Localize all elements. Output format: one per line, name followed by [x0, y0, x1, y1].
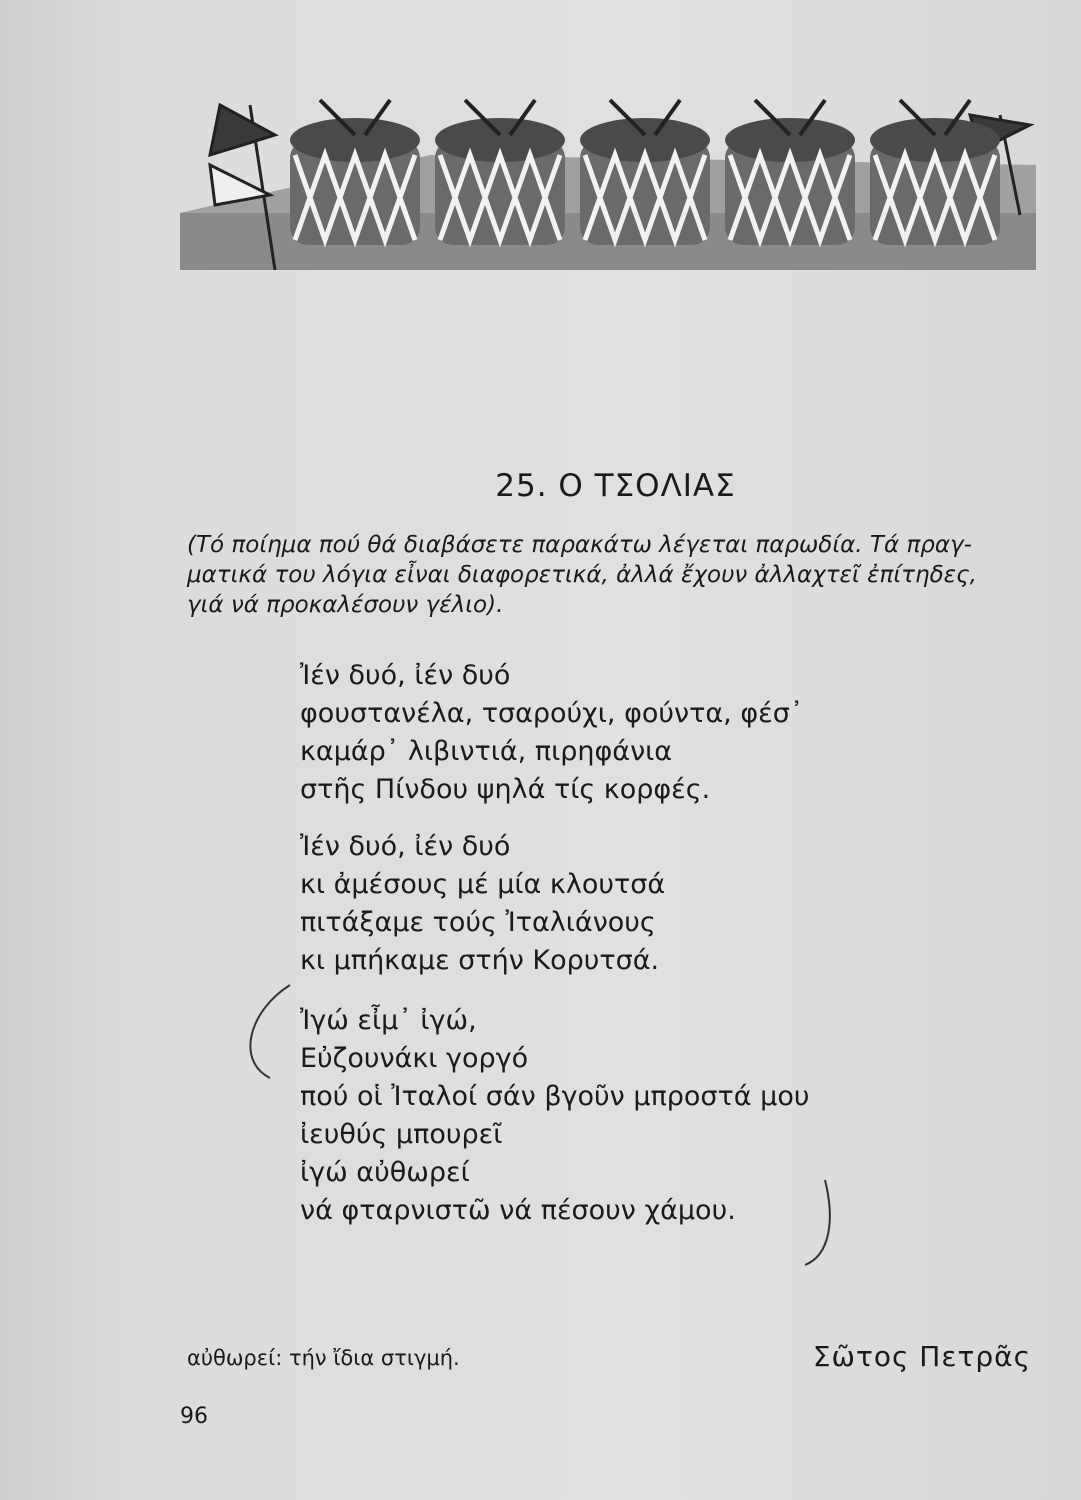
verse-line: φουστανέλα, τσαρούχι, φούντα, φέσ᾿ [300, 698, 804, 729]
page-number: 96 [180, 1404, 208, 1429]
stanza-3 [300, 1002, 810, 1230]
verse-line: πού οἱ Ἰταλοί σάν βγοῦν μπροστά μου [300, 1081, 810, 1112]
intro-line: γιά νά προκαλέσουν γέλιο). [187, 592, 504, 618]
verse-line: νά φταρνιστῶ νά πέσουν χάμου. [300, 1195, 736, 1226]
verse-line: κι μπήκαμε στήν Κορυτσά. [300, 945, 660, 976]
stanza-1 [300, 657, 803, 809]
verse-line: Ἰέν δυό, ἰέν δυό [300, 660, 511, 691]
intro-note [187, 530, 1037, 620]
verse-line: Ἰγώ εἶμ᾿ ἰγώ, [300, 1005, 477, 1036]
verse-line: ἰγώ αὐθωρεί [300, 1157, 470, 1188]
intro-line: (Τό ποίημα πού θά διαβάσετε παρακάτω λέγεται παρωδία. Τά πραγ- [187, 532, 972, 558]
poem-title: 25. Ο ΤΣΟΛΙΑΣ [495, 468, 736, 504]
intro-line: ματικά του λόγια εἶναι διαφορετικά, ἀλλά ἔχουν ἀλλαχτεῖ ἐπίτηδες, [187, 562, 977, 588]
verse-line: κι ἀμέσους μέ μία κλουτσά [300, 869, 666, 900]
verse-line: ἰευθύς μπουρεῖ [300, 1119, 503, 1150]
verse-line: Ἰέν δυό, ἰέν δυό [300, 831, 511, 862]
author-name: Σῶτος Πετρᾶς [812, 1340, 1031, 1373]
verse-line: Εὐζουνάκι γοργό [300, 1043, 529, 1074]
drums-banner-illustration [180, 95, 1036, 270]
verse-line: στῆς Πίνδου ψηλά τίς κορφές. [300, 774, 711, 805]
verse-line: καμάρ᾿ λιβιντιά, πιρηφάνια [300, 736, 673, 767]
verse-line: πιτάξαμε τούς Ἰταλιάνους [300, 907, 656, 938]
stanza-2 [300, 828, 665, 980]
footnote: αὐθωρεί: τήν ἴδια στιγμή. [187, 1346, 460, 1370]
drum-icon [290, 100, 420, 245]
